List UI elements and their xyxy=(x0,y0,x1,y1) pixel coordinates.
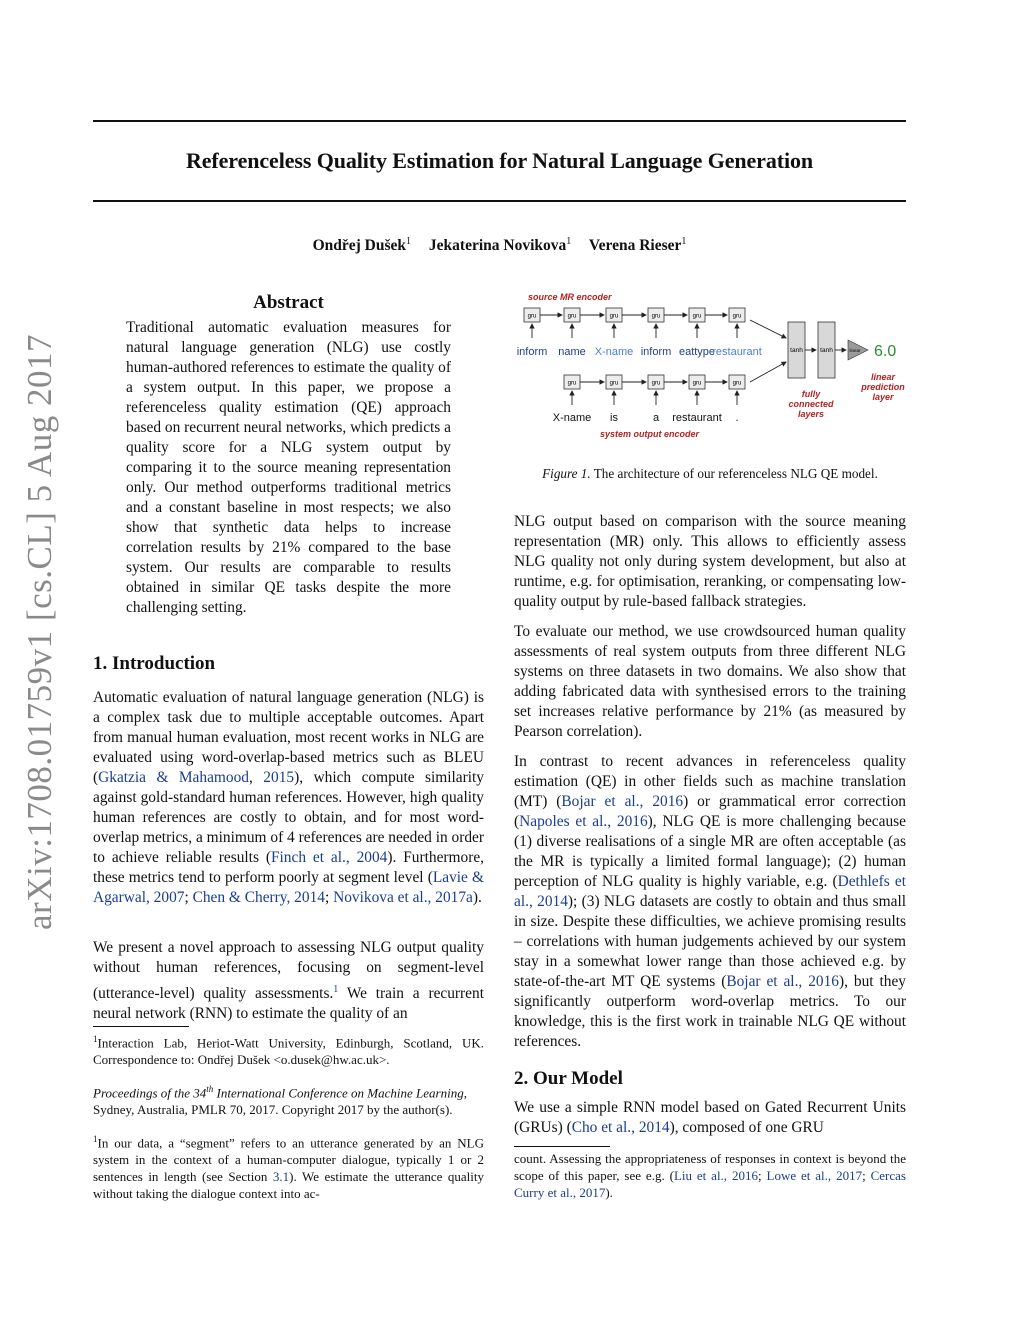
footnote-affiliation xyxy=(93,1031,484,1068)
layer-label-line: connected xyxy=(788,399,834,409)
gru-cell-label: gru xyxy=(609,313,619,320)
tanh-label: tanh xyxy=(790,347,803,354)
layer-label-line: layer xyxy=(872,392,894,402)
footnote-1-continued xyxy=(514,1150,906,1201)
footnote-rule xyxy=(93,1026,189,1027)
section-heading-our-model: 2. Our Model xyxy=(514,1068,623,1089)
text-run: International Conference on Machine Learning xyxy=(213,1085,464,1101)
text-run: ) or grammatical error correction ( xyxy=(514,793,906,830)
layer-label-line: layers xyxy=(797,409,825,419)
gru-cell-label: gru xyxy=(651,313,661,320)
citation-link[interactable]: Bojar et al., 2016 xyxy=(561,793,684,810)
linear-prediction-label xyxy=(860,372,905,402)
author-list xyxy=(93,236,906,255)
text-run: We use a simple RNN model based on Gated Recurrent Units (GRUs) ( xyxy=(514,1099,906,1136)
mr-token: inform xyxy=(640,346,672,358)
gru-cell-label: gru xyxy=(651,380,661,387)
gru-cell-label: gru xyxy=(567,380,577,387)
output-token: . xyxy=(735,412,739,424)
right-paragraph-1: NLG output based on comparison with the source meaning representation (MR) only. This allows to efficiently assess NLG quality not only during system development, but also at runtime, e.g. for optimisation, reranking, or compensating low-quality output by rule-based fallback strategies. xyxy=(514,513,906,610)
text-run: ; xyxy=(184,889,193,906)
text-run: ). We estimate the utterance quality without taking the dialogue context into ac- xyxy=(93,1169,484,1202)
citation-link[interactable]: Chen & Cherry, 2014 xyxy=(192,889,325,906)
author-name: Jekaterina Novikova xyxy=(428,237,567,255)
text-run: ). xyxy=(605,1185,613,1200)
author-affiliation-mark: 1 xyxy=(566,236,572,247)
text-run: ); (3) NLG datasets are costly to obtain and thus small in size. Despite these difficulties, we achieve promising results – correlations with human judgements achieved by our system stay in a somewhat lower range than those achieved e.g. by state-of-the-art MT QE systems ( xyxy=(514,893,906,990)
text-run: In contrast to recent advances in referenceless quality estimation (QE) in other fields such as machine translation (MT) ( xyxy=(514,753,906,810)
output-token: restaurant xyxy=(672,412,722,424)
text-run: ; xyxy=(757,1168,767,1183)
author-affiliation-mark: 1 xyxy=(406,236,412,247)
text-run: th xyxy=(206,1084,214,1094)
footnote-rule xyxy=(514,1146,610,1147)
citation-link[interactable]: Liu et al., 2016 xyxy=(673,1168,758,1183)
text-run: Proceedings of the xyxy=(93,1085,194,1101)
section-heading-introduction: 1. Introduction xyxy=(93,653,216,674)
footnote-text: Interaction Lab, Heriot-Watt University, Edinburgh, Scotland, UK. Correspondence to: Ondřej Dušek <o.dusek@hw.ac.uk>. xyxy=(93,1035,484,1068)
title-rule-top xyxy=(93,120,906,122)
text-run: Automatic evaluation of natural language generation (NLG) is a complex task due to multiple acceptable outcomes. Apart from manual human evaluation, most recent works in NLG are evaluated using word-overlap-based metrics such as BLEU ( xyxy=(93,689,484,786)
title-rule-bottom xyxy=(93,200,906,202)
section-link[interactable]: 3.1 xyxy=(272,1169,290,1185)
output-token-row xyxy=(553,412,739,424)
text-run: ), but they significantly outperform word-overlap metrics. To our knowledge, this is the first work in trainable NLG QE without references. xyxy=(514,973,906,1050)
gru-cell-label: gru xyxy=(527,313,537,320)
output-encoder xyxy=(564,375,745,405)
text-run: 34 xyxy=(193,1085,207,1101)
text-run: ; xyxy=(862,1168,871,1183)
text-run: ), which compute similarity against gold-standard human references. However, high quality human references are costly to obtain, and for most word-overlap metrics, a minimum of 4 references are needed in order to achieve reliable results ( xyxy=(93,769,485,866)
text-run: ). Furthermore, these metrics tend to perform poorly at segment level ( xyxy=(93,849,484,886)
layer-label-line: fully xyxy=(801,389,821,399)
text-run: We present a novel approach to assessing NLG output quality without human references, focusing on segment-level (utterance-level) quality assessments. xyxy=(93,939,484,1003)
mr-token: name xyxy=(558,346,586,358)
abstract-text: Traditional automatic evaluation measures for natural language generation (NLG) use costly human-authored references to estimate the quality of a system output. In this paper, we propose a referenceless quality estimation (QE) approach based on recurrent neural networks, which predicts a quality score for a NLG system output by comparing it to the source meaning representation only. Our method outperforms traditional metrics and a constant baseline in most respects; we also show that synthetic data helps to increase correlation results by 21% compared to the base system. Our results are comparable to results obtained in similar QE tasks despite the more challenging setting. xyxy=(126,319,451,616)
author-name: Ondřej Dušek xyxy=(312,237,407,255)
footnote-mark: 1 xyxy=(93,1134,98,1144)
author-affiliation-mark: 1 xyxy=(681,236,687,247)
footnote-1 xyxy=(93,1131,484,1202)
mr-token: restaurant xyxy=(712,346,762,358)
text-run: count. Assessing the appropriateness of responses in context is beyond the scope of this paper, see e.g. ( xyxy=(514,1151,906,1183)
caption-text: The architecture of our referenceless NLG QE model. xyxy=(590,466,878,481)
connector-arrow xyxy=(750,320,786,338)
citation-link[interactable]: Lowe et al., 2017 xyxy=(766,1168,863,1183)
intro-paragraph-1 xyxy=(93,688,484,908)
intro-paragraph-2 xyxy=(93,938,484,1024)
citation-link[interactable]: Novikova et al., 2017a xyxy=(333,889,473,906)
text-run: ). xyxy=(472,889,482,906)
layer-label-line: prediction xyxy=(861,382,905,392)
gru-cell-label: gru xyxy=(567,313,577,320)
text-run: , xyxy=(248,769,264,786)
mr-token: eattype xyxy=(678,346,716,358)
output-token: is xyxy=(610,412,618,424)
text-run: In our data, a “segment” refers to an utterance generated by an NLG system in the context of a human-computer dialogue, typically 1 or 2 sentences in length (see Section xyxy=(93,1135,484,1185)
connector-arrow xyxy=(750,362,786,382)
layer-label-line: linear xyxy=(870,372,896,382)
linear-label: linear xyxy=(849,348,861,353)
citation-link[interactable]: Napoles et al., 2016 xyxy=(519,813,648,830)
source-encoder xyxy=(524,308,745,338)
arxiv-identifier: arXiv:1708.01759v1 [cs.CL] 5 Aug 2017 xyxy=(20,334,59,930)
proceedings-note xyxy=(93,1081,484,1118)
right-paragraph-3 xyxy=(514,752,906,1052)
footnote-mark: 1 xyxy=(93,1034,98,1044)
text-run: ; xyxy=(324,889,334,906)
abstract-heading: Abstract xyxy=(253,292,324,313)
gru-cell-label: gru xyxy=(609,380,619,387)
citation-link[interactable]: Lavie & Agarwal, 2007 xyxy=(93,869,484,906)
paper-title: Referenceless Quality Estimation for Natural Language Generation xyxy=(185,148,814,173)
caption-label: Figure 1. xyxy=(542,466,591,481)
gru-cell-label: gru xyxy=(692,380,702,387)
figure-caption xyxy=(514,466,906,482)
architecture-diagram xyxy=(508,288,908,448)
author-name: Verena Rieser xyxy=(588,237,682,255)
output-encoder-label: system output encoder xyxy=(600,429,700,439)
text-run: We train a recurrent neural network (RNN) to estimate the quality of an xyxy=(93,985,484,1023)
gru-cell-label: gru xyxy=(692,313,702,320)
mr-token: inform xyxy=(516,346,548,358)
citation-link[interactable]: 2015 xyxy=(263,769,295,786)
citation-link[interactable]: Bojar et al., 2016 xyxy=(726,973,839,990)
figure-1 xyxy=(508,288,908,453)
citation-link[interactable]: Gkatzia & Mahamood xyxy=(98,769,249,786)
predicted-score: 6.0 xyxy=(874,343,897,360)
mr-token: X-name xyxy=(594,346,634,358)
text-run: ), NLG QE is more challenging because (1) diverse realisations of a single MR are often acceptable (as the MR is typically a limited formal language); (2) human perception of NLG quality is highly variable, e.g. ( xyxy=(514,813,906,890)
gru-cell-label: gru xyxy=(732,313,742,320)
tanh-label: tanh xyxy=(820,347,833,354)
footnote-link[interactable]: 1 xyxy=(333,984,339,995)
right-paragraph-2: To evaluate our method, we use crowdsourced human quality assessments of real system outputs from three different NLG systems on three datasets in two domains. We also show that adding fabricated data with synthesised errors to the training set increases relative performance by 21% (as measured by Pearson correlation). xyxy=(514,623,906,740)
mr-token-row xyxy=(517,346,762,358)
citation-link[interactable]: Cho et al., 2014 xyxy=(571,1119,670,1136)
gru-cell-label: gru xyxy=(732,380,742,387)
citation-link[interactable]: Dethlefs et al., 2014 xyxy=(514,873,906,910)
citation-link[interactable]: Finch et al., 2004 xyxy=(270,849,388,866)
model-paragraph xyxy=(514,1098,906,1138)
source-encoder-label: source MR encoder xyxy=(528,292,612,302)
output-token: a xyxy=(652,412,660,424)
text-run: , Sydney, Australia, PMLR 70, 2017. Copyright 2017 by the author(s). xyxy=(93,1085,467,1118)
output-token: X-name xyxy=(552,412,592,424)
text-run: ), composed of one GRU xyxy=(669,1119,824,1136)
citation-link[interactable]: Cercas Curry et al., 2017 xyxy=(514,1168,906,1200)
fc-layers-label xyxy=(788,389,834,419)
